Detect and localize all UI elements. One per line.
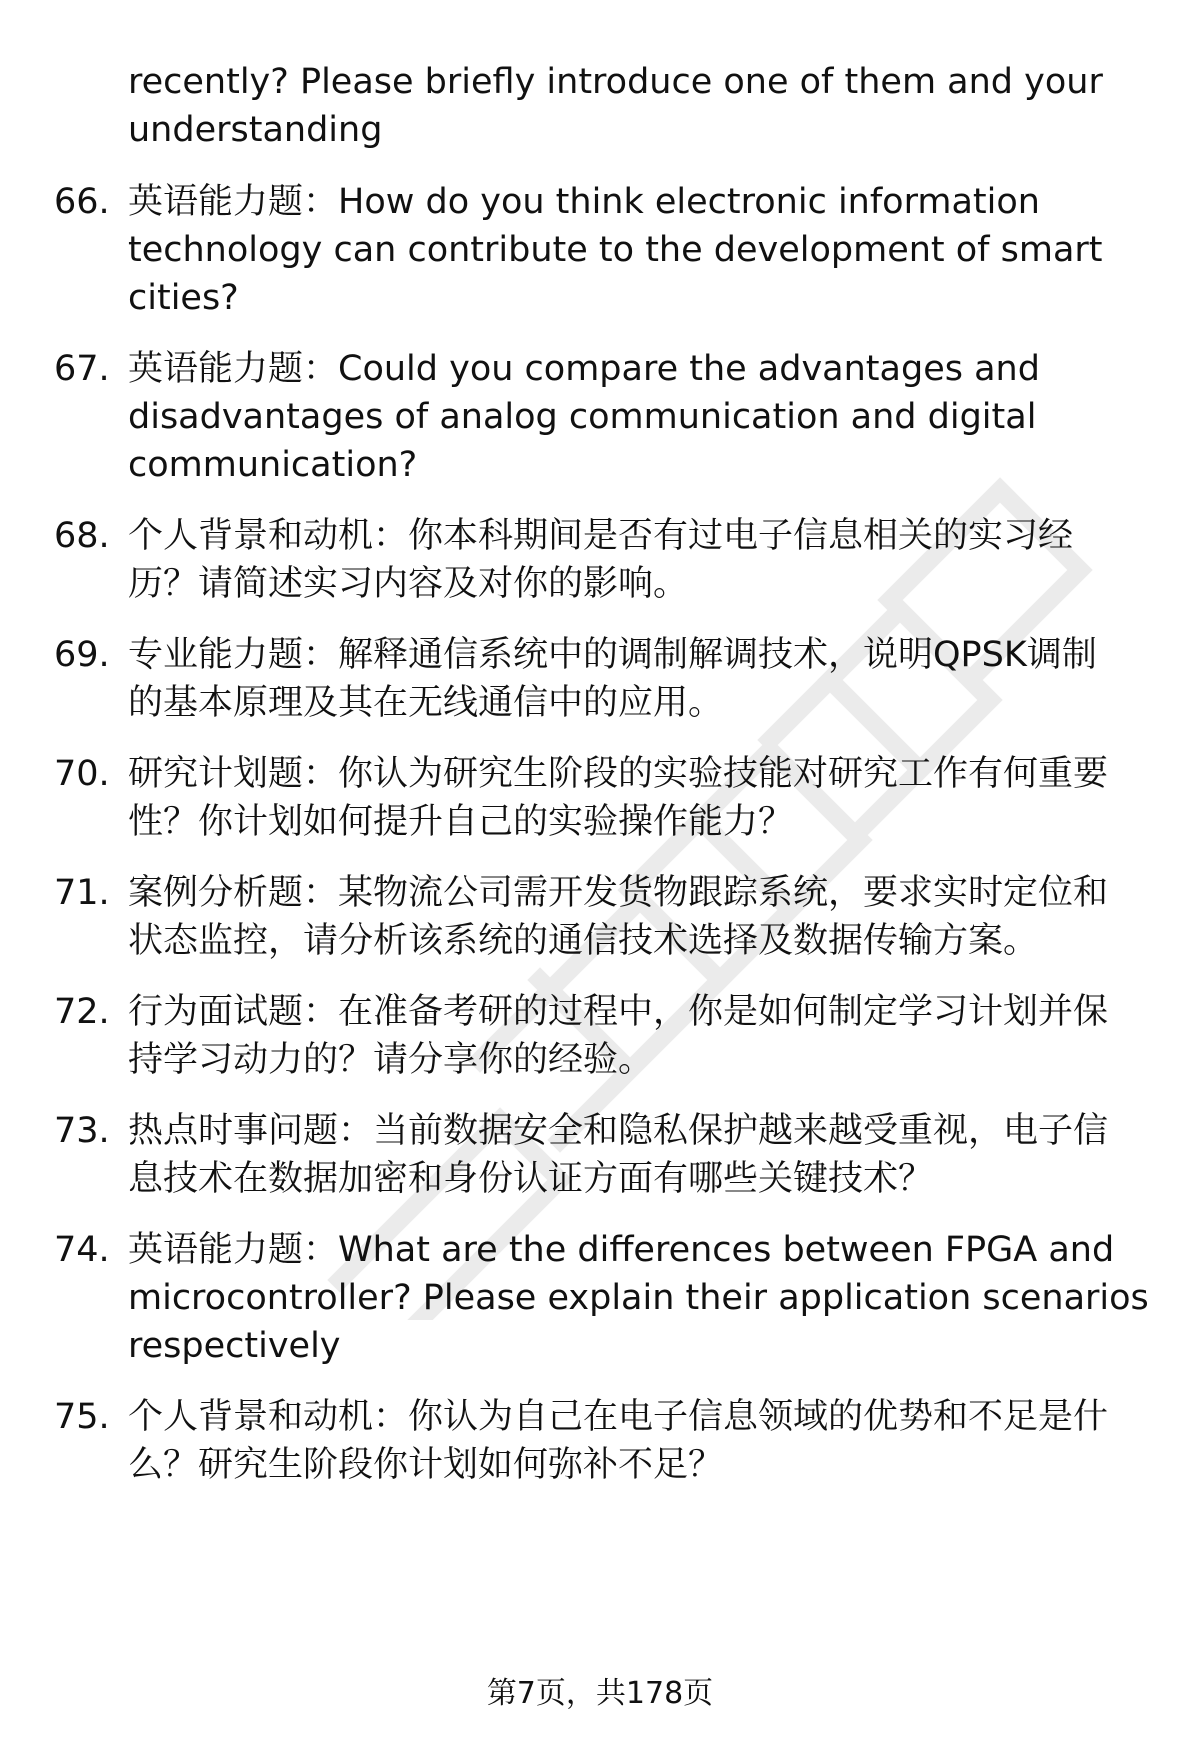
- question-number: 67.: [54, 349, 110, 389]
- question-item-70: [0, 750, 1200, 846]
- question-line: 性？你计划如何提升自己的实验操作能力？: [128, 802, 794, 842]
- question-line: respectively: [128, 1326, 341, 1366]
- question-number: 69.: [54, 635, 110, 675]
- question-line: 息技术在数据加密和身份认证方面有哪些关键技术？: [128, 1159, 934, 1199]
- question-line: 行为面试题：在准备考研的过程中，你是如何制定学习计划并保: [128, 992, 1109, 1032]
- question-item-68: [0, 512, 1200, 608]
- question-line: 案例分析题：某物流公司需开发货物跟踪系统，要求实时定位和: [128, 873, 1109, 913]
- question-line: 持学习动力的？请分享你的经验。: [128, 1040, 654, 1080]
- question-line: 专业能力题：解释通信系统中的调制解调技术，说明QPSK调制: [128, 635, 1097, 675]
- question-item-74: [0, 1226, 1200, 1370]
- question-line: 么？研究生阶段你计划如何弥补不足？: [128, 1445, 724, 1485]
- page-number-footer: 第7页，共178页: [486, 1676, 714, 1711]
- question-number: 74.: [54, 1230, 110, 1270]
- text-line: understanding: [128, 110, 383, 150]
- question-line: 英语能力题：How do you think electronic information: [128, 182, 1040, 222]
- question-line: 个人背景和动机：你认为自己在电子信息领域的优势和不足是什: [128, 1397, 1109, 1437]
- question-line: 的基本原理及其在无线通信中的应用。: [128, 683, 724, 723]
- question-item-75: [0, 1393, 1200, 1489]
- text-line: recently? Please briefly introduce one of them and your: [128, 62, 1103, 102]
- question-line: 英语能力题：Could you compare the advantages and: [128, 349, 1040, 389]
- question-number: 71.: [54, 873, 110, 913]
- question-number: 70.: [54, 754, 110, 794]
- question-item-71: [0, 869, 1200, 965]
- question-line: 历？请简述实习内容及对你的影响。: [128, 564, 689, 604]
- question-line: 英语能力题：What are the differences between FPGA and: [128, 1230, 1115, 1270]
- question-line: disadvantages of analog communication and digital: [128, 397, 1037, 437]
- question-line: cities?: [128, 278, 239, 318]
- question-line: 个人背景和动机：你本科期间是否有过电子信息相关的实习经: [128, 516, 1074, 556]
- question-number: 72.: [54, 992, 110, 1032]
- question-number: 66.: [54, 182, 110, 222]
- question-item-67: [0, 345, 1200, 489]
- question-item-72: [0, 988, 1200, 1084]
- question-number: 75.: [54, 1397, 110, 1437]
- question-line: 热点时事问题：当前数据安全和隐私保护越来越受重视，电子信: [128, 1111, 1109, 1151]
- question-line: microcontroller? Please explain their application scenarios: [128, 1278, 1149, 1318]
- question-line: 状态监控，请分析该系统的通信技术选择及数据传输方案。: [128, 921, 1039, 961]
- question-item-66: [0, 178, 1200, 322]
- question-line: 研究计划题：你认为研究生阶段的实验技能对研究工作有何重要: [128, 754, 1109, 794]
- question-item-69: [0, 631, 1200, 727]
- question-list: [0, 58, 1200, 1512]
- continued-question-text: [0, 58, 1200, 154]
- question-number: 68.: [54, 516, 110, 556]
- question-line: communication?: [128, 445, 418, 485]
- question-item-73: [0, 1107, 1200, 1203]
- question-number: 73.: [54, 1111, 110, 1151]
- question-line: technology can contribute to the development of smart: [128, 230, 1103, 270]
